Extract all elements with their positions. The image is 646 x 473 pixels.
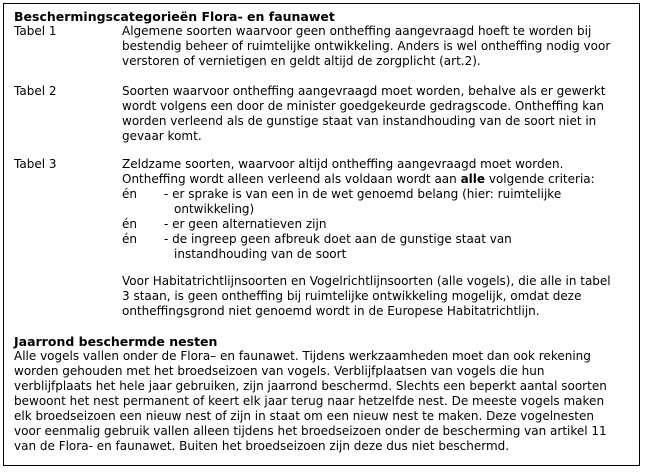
- criterion-text: - de ingreep geen afbreuk doet aan de gunstige staat van instandhouding van de soort: [164, 232, 512, 261]
- tabel2-line: wordt volgens een door de minister goedgekeurde gedragscode. Ontheffing kan: [122, 99, 604, 113]
- criterion-text: - er geen alternatieven zijn: [164, 217, 327, 231]
- document-frame: [3, 3, 640, 466]
- document-title: Beschermingscategorieën Flora- en faunawet: [14, 9, 335, 24]
- nesten-line: van de Flora- en faunawet. Buiten het broedseizoen zijn deze dus niet beschermd.: [14, 439, 510, 453]
- tabel3-line: Zeldzame soorten, waarvoor altijd ontheffing aangevraagd moet worden.: [122, 157, 564, 171]
- nesten-title: Jaarrond beschermde nesten: [14, 334, 218, 349]
- tabel3-description: [122, 157, 632, 187]
- tabel3-note-line: 3 staan, is geen ontheffing bij ruimtelijke ontwikkeling mogelijk, omdat deze: [122, 289, 582, 303]
- nesten-line: Alle vogels vallen onder de Flora– en faunawet. Tijdens werkzaamheden moet dan ook rekening: [14, 349, 591, 363]
- nesten-line: elk broedseizoen een nieuw nest of zijn in staat om een nieuw nest te maken. Deze vogelnesten: [14, 409, 594, 423]
- tabel2-description: [122, 84, 632, 144]
- tabel3-line: Ontheffing wordt alleen verleend als voldaan wordt aan alle volgende criteria:: [122, 172, 595, 186]
- tabel3-note-line: ontheffingsgrond niet genoemd wordt in de Europese Habitatrichtlijn.: [122, 304, 540, 318]
- tabel1-description: [122, 24, 632, 69]
- criterion-en: én: [122, 232, 137, 246]
- tabel2-line: worden verleend als de gunstige staat van instandhouding van de soort niet in: [122, 114, 597, 128]
- nesten-paragraph: [14, 349, 639, 454]
- nesten-line: voor eenmalig gebruik vallen alleen tijdens het broedseizoen onder de bescherming van artikel 11: [14, 424, 607, 438]
- tabel2-label: Tabel 2: [14, 84, 57, 98]
- tabel2-line: Soorten waarvoor ontheffing aangevraagd moet worden, behalve als er gewerkt: [122, 84, 606, 98]
- tabel3-note-line: Voor Habitatrichtlijnsoorten en Vogelrichtlijnsoorten (alle vogels), die alle in tabel: [122, 274, 611, 288]
- tabel3-label: Tabel 3: [14, 157, 57, 171]
- tabel1-line: verstoren of vernietigen en geldt altijd de zorgplicht (art.2).: [122, 54, 481, 68]
- tabel1-line: Algemene soorten waarvoor geen ontheffing aangevraagd hoeft te worden bij: [122, 24, 592, 38]
- tabel1-label: Tabel 1: [14, 24, 57, 38]
- nesten-line: bewoont het nest permanent of keert elk jaar terug naar hetzelfde nest. De meeste vogels maken: [14, 394, 605, 408]
- nesten-line: verblijfplaats het hele jaar gebruiken, zijn jaarrond beschermd. Slechts een beperkt aantal soorten: [14, 379, 607, 393]
- tabel2-line: gevaar komt.: [122, 129, 202, 143]
- criterion-en: én: [122, 187, 137, 201]
- emphasis-alle: alle: [460, 172, 486, 186]
- tabel3-note: [122, 274, 632, 319]
- criterion-en: én: [122, 217, 137, 231]
- nesten-line: worden gehouden met het broedseizoen van vogels. Verblijfplaatsen van vogels die hun: [14, 364, 545, 378]
- tabel1-line: bestendig beheer of ruimtelijke ontwikkeling. Anders is wel ontheffing nodig voor: [122, 39, 611, 53]
- criterion-text: - er sprake is van een in de wet genoemd belang (hier: ruimtelijke ontwikkeling): [164, 187, 562, 216]
